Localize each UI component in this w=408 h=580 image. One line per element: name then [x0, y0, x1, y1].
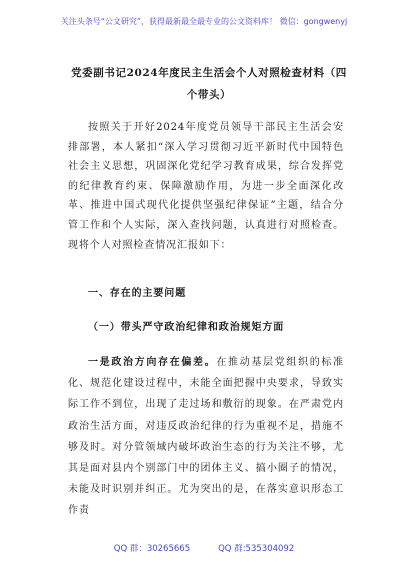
footer [0, 542, 408, 554]
footer-qq-group-1: QQ 群：30265665 [113, 544, 191, 554]
paragraph-body: 在推动基层党组织的标准化、规范化建设过程中，未能全面把握中央要求，导致实际工作不到位，出现了走过场和敷衍的现象。在严肃党内政治生活方面，对违反政治纪律的行为重视不足，措施不够及时。对分管领域内破坏政治生态的行为关注不够，尤其是面对县内个别部门中的团体主义、搞小圈子的情况，未能及时识别并纠正。尤为突出的是，在落实意识形态工作责 [68, 357, 344, 517]
document-title: 党委副书记2024年度民主生活会个人对照检查材料（四个带头） [71, 67, 347, 101]
body-paragraph [68, 352, 344, 522]
header-banner: 关注头条号“公文研究”，获得最新最全最专业的公文资料库！ 微信：gongwenyj [60, 17, 348, 26]
intro-paragraph: 按照关于开好2024年度党员领导干部民主生活会安排部署，本人紧扣“深入学习贯彻习近平新时代中国特色社会主义思想，巩固深化党纪学习教育成果，综合发挥党的纪律教育约束、保障激励作用，为进一步全面深化改革、推进中国式现代化提供坚强纪律保证”主题，结合分管工作和个人实际，深入查找问题，认真进行对照检查。现将个人对照检查情况汇报如下： [68, 122, 344, 251]
subsection-heading: （一）带头严守政治纪律和政治规矩方面 [88, 322, 285, 333]
paragraph-lead: 一是政治方向存在偏差。 [88, 357, 217, 368]
section-heading: 一、存在的主要问题 [88, 288, 187, 299]
footer-qq-group-2: QQ 群:535304092 [218, 544, 295, 554]
